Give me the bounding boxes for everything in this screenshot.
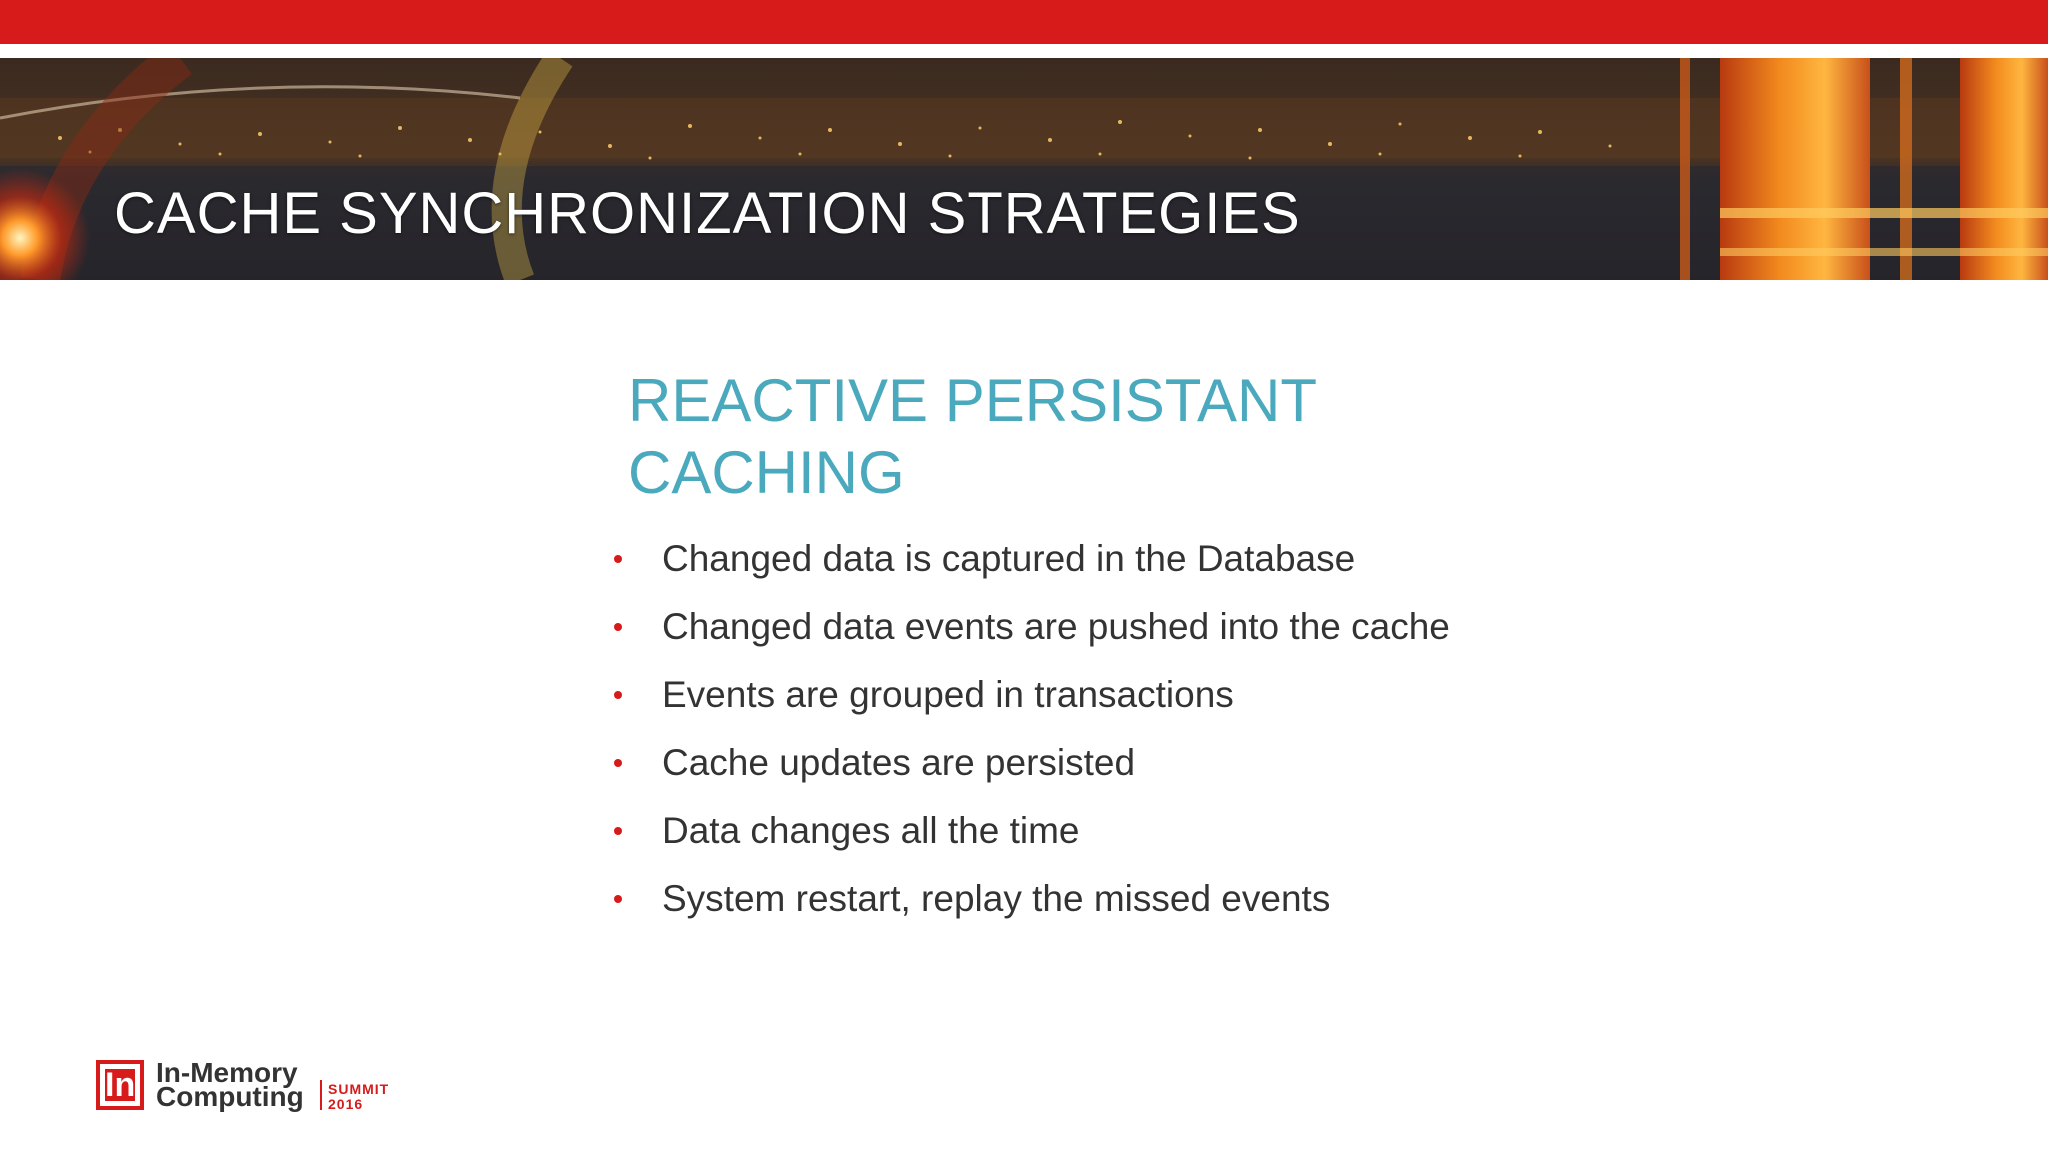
logo-summit: SUMMIT (328, 1081, 390, 1097)
logo-line-1: In-Memory (156, 1057, 298, 1088)
bullet-list (600, 525, 1600, 933)
bullet-text: Cache updates are persisted (662, 742, 1136, 783)
bullet-item (600, 661, 1600, 729)
logo-mark-text: In (105, 1066, 136, 1104)
logo-line-2: Computing (156, 1081, 304, 1112)
bullet-text: Events are grouped in transactions (662, 674, 1234, 715)
top-bar-gap (0, 44, 2048, 58)
bullet-item (600, 593, 1600, 661)
bullet-item (600, 729, 1600, 797)
bullet-dot-icon (614, 827, 622, 835)
bullet-dot-icon (614, 691, 622, 699)
bullet-dot-icon (614, 555, 622, 563)
section-heading: REACTIVE PERSISTANT CACHING (628, 367, 1316, 506)
logo-divider (320, 1080, 322, 1110)
header-banner (0, 58, 2048, 280)
bullet-dot-icon (614, 895, 622, 903)
bullet-text: Changed data events are pushed into the cache (662, 606, 1450, 647)
bullet-item (600, 525, 1600, 593)
in-memory-computing-logo (96, 1058, 416, 1118)
bullet-text: Data changes all the time (662, 810, 1080, 851)
bullet-text: System restart, replay the missed events (662, 878, 1331, 919)
top-red-bar (0, 0, 2048, 44)
logo-year: 2016 (328, 1096, 364, 1112)
slide-title: CACHE SYNCHRONIZATION STRATEGIES (114, 181, 1301, 246)
bullet-dot-icon (614, 759, 622, 767)
bullet-dot-icon (614, 623, 622, 631)
bullet-item (600, 865, 1600, 933)
bullet-item (600, 797, 1600, 865)
bullet-text: Changed data is captured in the Database (662, 538, 1356, 579)
slide-content (600, 365, 1600, 933)
logo-mark-icon (96, 1060, 144, 1110)
